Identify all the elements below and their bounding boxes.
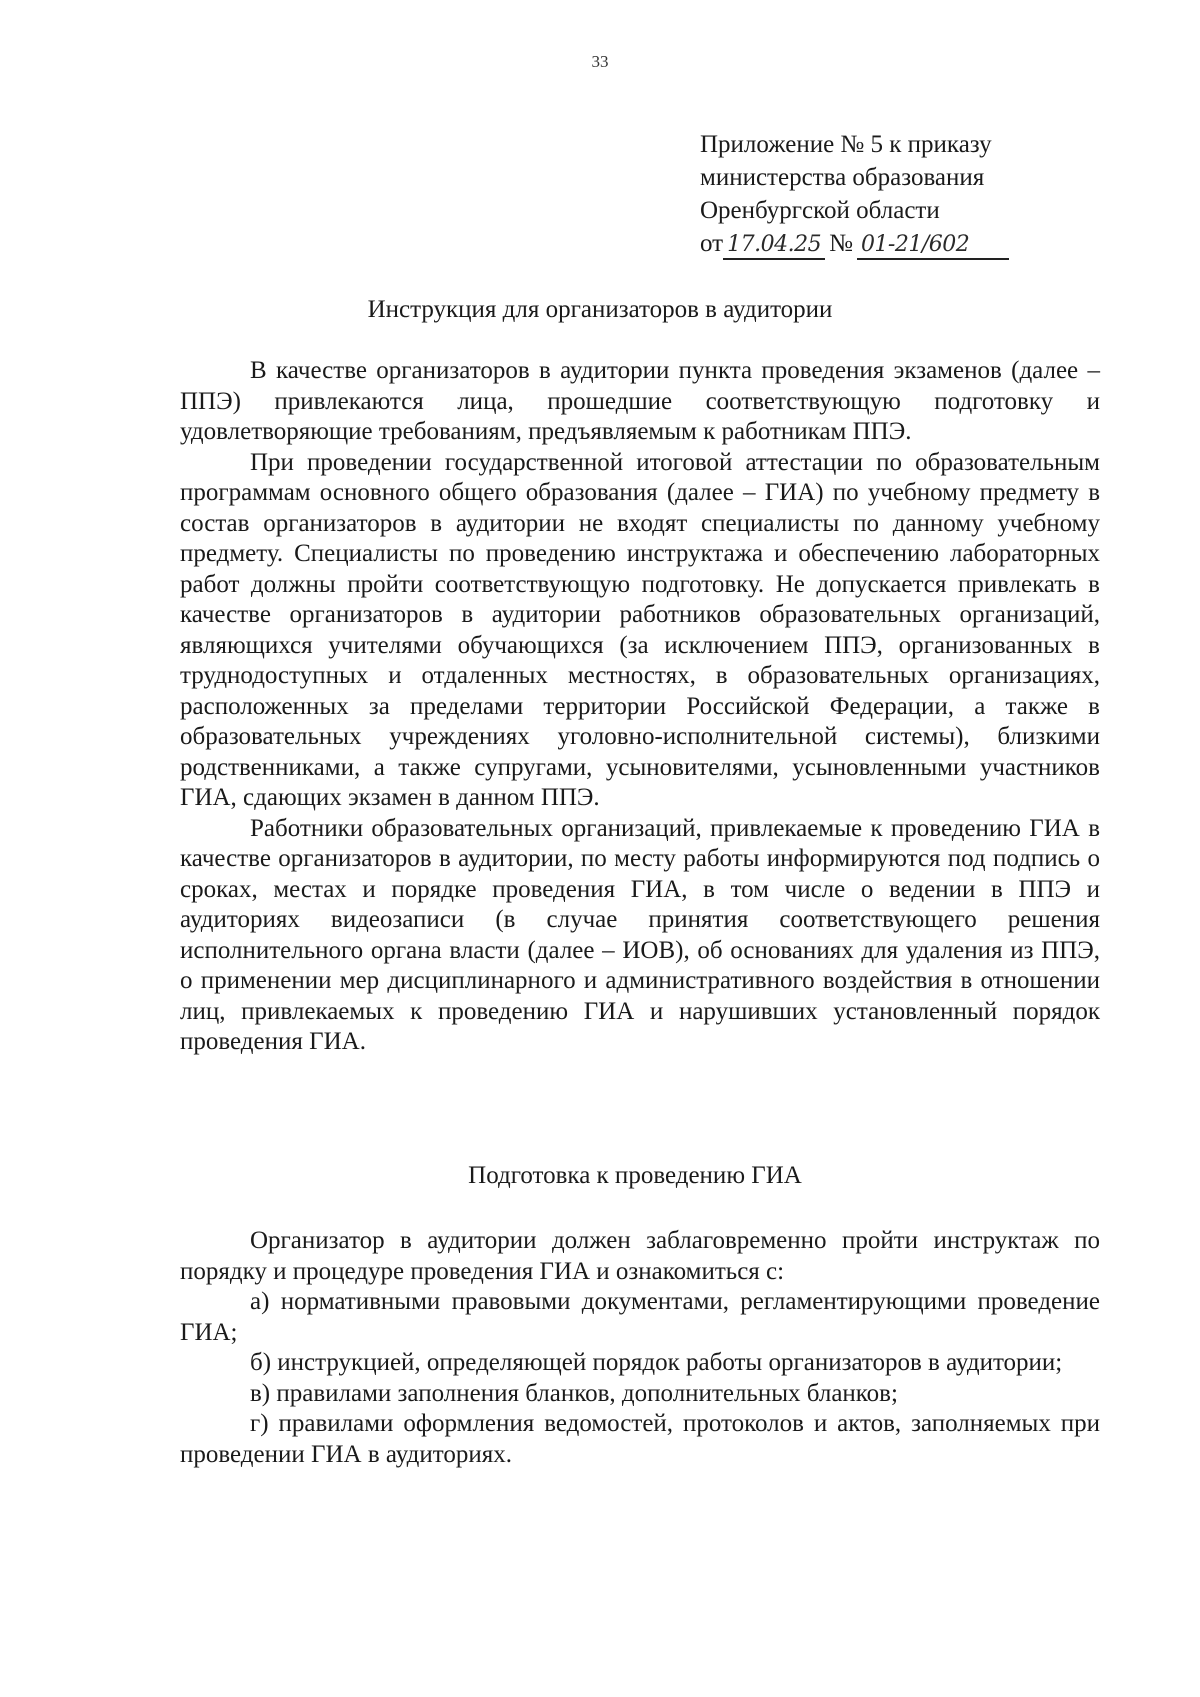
approval-date: 17.04.25	[723, 232, 825, 260]
document-title: Инструкция для организаторов в аудитории	[367, 296, 833, 323]
page-number: 33	[591, 52, 609, 71]
list-item: б) инструкцией, определяющей порядок работы организаторов в аудитории;	[250, 1349, 1063, 1376]
list-item: в) правилами заполнения бланков, дополнительных бланков;	[250, 1379, 898, 1407]
list-item: а) нормативными правовыми документами, регламентирующими проведение ГИА;	[180, 1288, 1100, 1346]
approval-line-2: министерства образования	[700, 164, 985, 191]
paragraph: При проведении государственной итоговой аттестации по образовательным программам основного общего образования (далее – ГИА) по учебному предмету в состав организаторов в аудитории не входят специалисты по данному учебному предмету. Специалисты по проведению инструктажа и обеспечению лабораторных работ должны пройти соответствующую подготовку. Не допускается привлекать в качестве организаторов в аудитории работников образовательных организаций, являющихся учителями обучающихся (за исключением ППЭ, организованных в труднодоступных и отдаленных местностях, в образовательных организациях, расположенных за пределами территории Российской Федерации, а также в образовательных учреждениях уголовно-исполнительной системы), близкими родственниками, а также супругами, усыновителями, усыновленными участников ГИА, сдающих экзамен в данном ППЭ.	[180, 448, 1100, 811]
approval-line-1: Приложение № 5 к приказу	[700, 131, 992, 158]
paragraph: Работники образовательных организаций, привлекаемые к проведению ГИА в качестве организаторов в аудитории, по месту работы информируются под подпись о сроках, местах и порядке проведения ГИА, в том числе о ведении в ППЭ и аудиториях видеозаписи (в случае принятия соответствующего решения исполнительного органа власти (далее – ИОВ), об основаниях для удаления из ППЭ, о применении мер дисциплинарного и административного воздействия в отношении лиц, привлекаемых к проведению ГИА и нарушивших установленный порядок проведения ГИА.	[180, 814, 1100, 1055]
approval-number-sign: №	[829, 230, 853, 257]
section-preparation	[180, 1226, 1100, 1470]
paragraph: В качестве организаторов в аудитории пункта проведения экзаменов (далее – ППЭ) привлекаются лица, прошедшие соответствующую подготовку и удовлетворяющие требованиям, предъявляемым к работникам ППЭ.	[180, 357, 1100, 445]
section-intro	[180, 356, 1100, 1058]
list-item: г) правилами оформления ведомостей, протоколов и актов, заполняемых при проведении ГИА в аудиториях.	[180, 1410, 1100, 1468]
approval-block	[700, 128, 1009, 260]
paragraph: Организатор в аудитории должен заблаговременно пройти инструктаж по порядку и процедуре проведения ГИА и ознакомиться с:	[180, 1227, 1100, 1285]
section-subtitle: Подготовка к проведению ГИА	[468, 1162, 802, 1189]
approval-number: 01-21/602	[857, 232, 1009, 260]
approval-order-ref	[700, 227, 1009, 260]
approval-prefix: от	[700, 230, 724, 257]
approval-line-3: Оренбургской области	[700, 197, 940, 224]
